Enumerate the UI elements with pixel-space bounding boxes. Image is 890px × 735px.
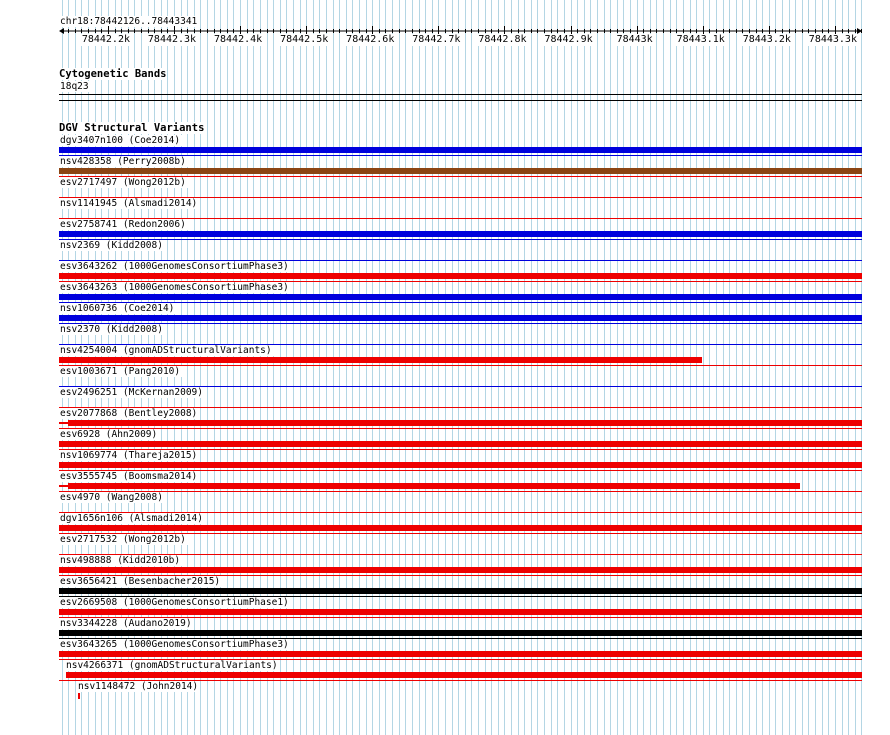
feature-glyph[interactable] bbox=[59, 609, 862, 615]
feature-label[interactable]: esv1003671 (Pang2010) bbox=[60, 366, 181, 377]
feature-glyph[interactable] bbox=[59, 588, 862, 594]
feature-label[interactable]: nsv1069774 (Thareja2015) bbox=[60, 450, 198, 461]
feature-row-separator bbox=[59, 428, 862, 429]
ruler-tick-label: 78442.8k bbox=[478, 34, 527, 45]
feature-label[interactable]: esv3643262 (1000GenomesConsortiumPhase3) bbox=[60, 261, 289, 272]
feature-glyph[interactable] bbox=[59, 462, 862, 468]
feature-glyph[interactable] bbox=[66, 672, 862, 678]
ruler-tick-label: 78442.7k bbox=[412, 34, 461, 45]
feature-label[interactable]: esv6928 (Ahn2009) bbox=[60, 429, 158, 440]
feature-label[interactable]: esv2077868 (Bentley2008) bbox=[60, 408, 198, 419]
feature-row-separator bbox=[59, 491, 862, 492]
feature-row-separator bbox=[59, 239, 862, 240]
feature-label[interactable]: nsv3344228 (Audano2019) bbox=[60, 618, 192, 629]
dgv-track-title[interactable]: DGV Structural Variants bbox=[59, 122, 205, 134]
feature-glyph[interactable] bbox=[59, 294, 862, 300]
ruler-tick-label: 78442.2k bbox=[81, 34, 130, 45]
feature-label[interactable]: nsv1148472 (John2014) bbox=[78, 681, 199, 692]
feature-glyph[interactable] bbox=[59, 357, 702, 363]
feature-label[interactable]: esv2758741 (Redon2006) bbox=[60, 219, 186, 230]
feature-label[interactable]: nsv498888 (Kidd2010b) bbox=[60, 555, 181, 566]
feature-glyph[interactable] bbox=[59, 651, 862, 657]
feature-glyph[interactable] bbox=[59, 147, 862, 153]
feature-glyph[interactable] bbox=[59, 567, 862, 573]
feature-glyph[interactable] bbox=[59, 273, 862, 279]
feature-label[interactable]: esv3643265 (1000GenomesConsortiumPhase3) bbox=[60, 639, 289, 650]
ruler-tick-label: 78443k bbox=[616, 34, 653, 45]
feature-label[interactable]: nsv2370 (Kidd2008) bbox=[60, 324, 163, 335]
feature-label[interactable]: nsv1141945 (Alsmadi2014) bbox=[60, 198, 198, 209]
ruler-tick-label: 78443.2k bbox=[742, 34, 791, 45]
ruler-tick-label: 78442.4k bbox=[213, 34, 263, 45]
cytoband-track-title[interactable]: Cytogenetic Bands bbox=[59, 68, 167, 80]
ruler-tick-label: 78442.5k bbox=[280, 34, 329, 45]
feature-glyph[interactable] bbox=[59, 525, 862, 531]
feature-glyph[interactable] bbox=[78, 693, 80, 699]
feature-glyph[interactable] bbox=[59, 315, 862, 321]
feature-glyph[interactable] bbox=[68, 483, 800, 489]
cytoband-label[interactable]: 18q23 bbox=[60, 81, 89, 92]
feature-label[interactable]: nsv1060736 (Coe2014) bbox=[60, 303, 175, 314]
feature-label[interactable]: dgv3407n100 (Coe2014) bbox=[60, 135, 181, 146]
feature-label[interactable]: nsv2369 (Kidd2008) bbox=[60, 240, 163, 251]
feature-label[interactable]: nsv428358 (Perry2008b) bbox=[60, 156, 186, 167]
feature-label[interactable]: esv3656421 (Besenbacher2015) bbox=[60, 576, 221, 587]
feature-glyph[interactable] bbox=[68, 420, 862, 426]
feature-glyph[interactable] bbox=[59, 231, 862, 237]
feature-label[interactable]: esv2717497 (Wong2012b) bbox=[60, 177, 186, 188]
feature-glyph[interactable] bbox=[59, 441, 862, 447]
ruler-tick-label: 78443.1k bbox=[676, 34, 725, 45]
feature-label[interactable]: esv2669508 (1000GenomesConsortiumPhase1) bbox=[60, 597, 289, 608]
feature-label[interactable]: nsv4254004 (gnomADStructuralVariants) bbox=[60, 345, 272, 356]
feature-label[interactable]: dgv1656n106 (Alsmadi2014) bbox=[60, 513, 203, 524]
feature-label[interactable]: nsv4266371 (gnomADStructuralVariants) bbox=[66, 660, 278, 671]
feature-label[interactable]: esv3643263 (1000GenomesConsortiumPhase3) bbox=[60, 282, 289, 293]
ruler-tick-label: 78442.3k bbox=[147, 34, 197, 45]
feature-glyph[interactable] bbox=[59, 168, 862, 174]
feature-row-separator bbox=[59, 323, 862, 324]
feature-label[interactable]: esv2496251 (McKernan2009) bbox=[60, 387, 203, 398]
feature-label[interactable]: esv2717532 (Wong2012b) bbox=[60, 534, 186, 545]
location-label: chr18:78442126..78443341 bbox=[60, 16, 198, 27]
feature-label[interactable]: esv4970 (Wang2008) bbox=[60, 492, 163, 503]
feature-glyph[interactable] bbox=[59, 630, 862, 636]
ruler-tick-label: 78443.3k bbox=[808, 34, 857, 45]
ruler-tick-label: 78442.6k bbox=[346, 34, 395, 45]
feature-row-separator bbox=[59, 302, 862, 303]
feature-label[interactable]: esv3555745 (Boomsma2014) bbox=[60, 471, 198, 482]
ruler-tick-label: 78442.9k bbox=[544, 34, 593, 45]
